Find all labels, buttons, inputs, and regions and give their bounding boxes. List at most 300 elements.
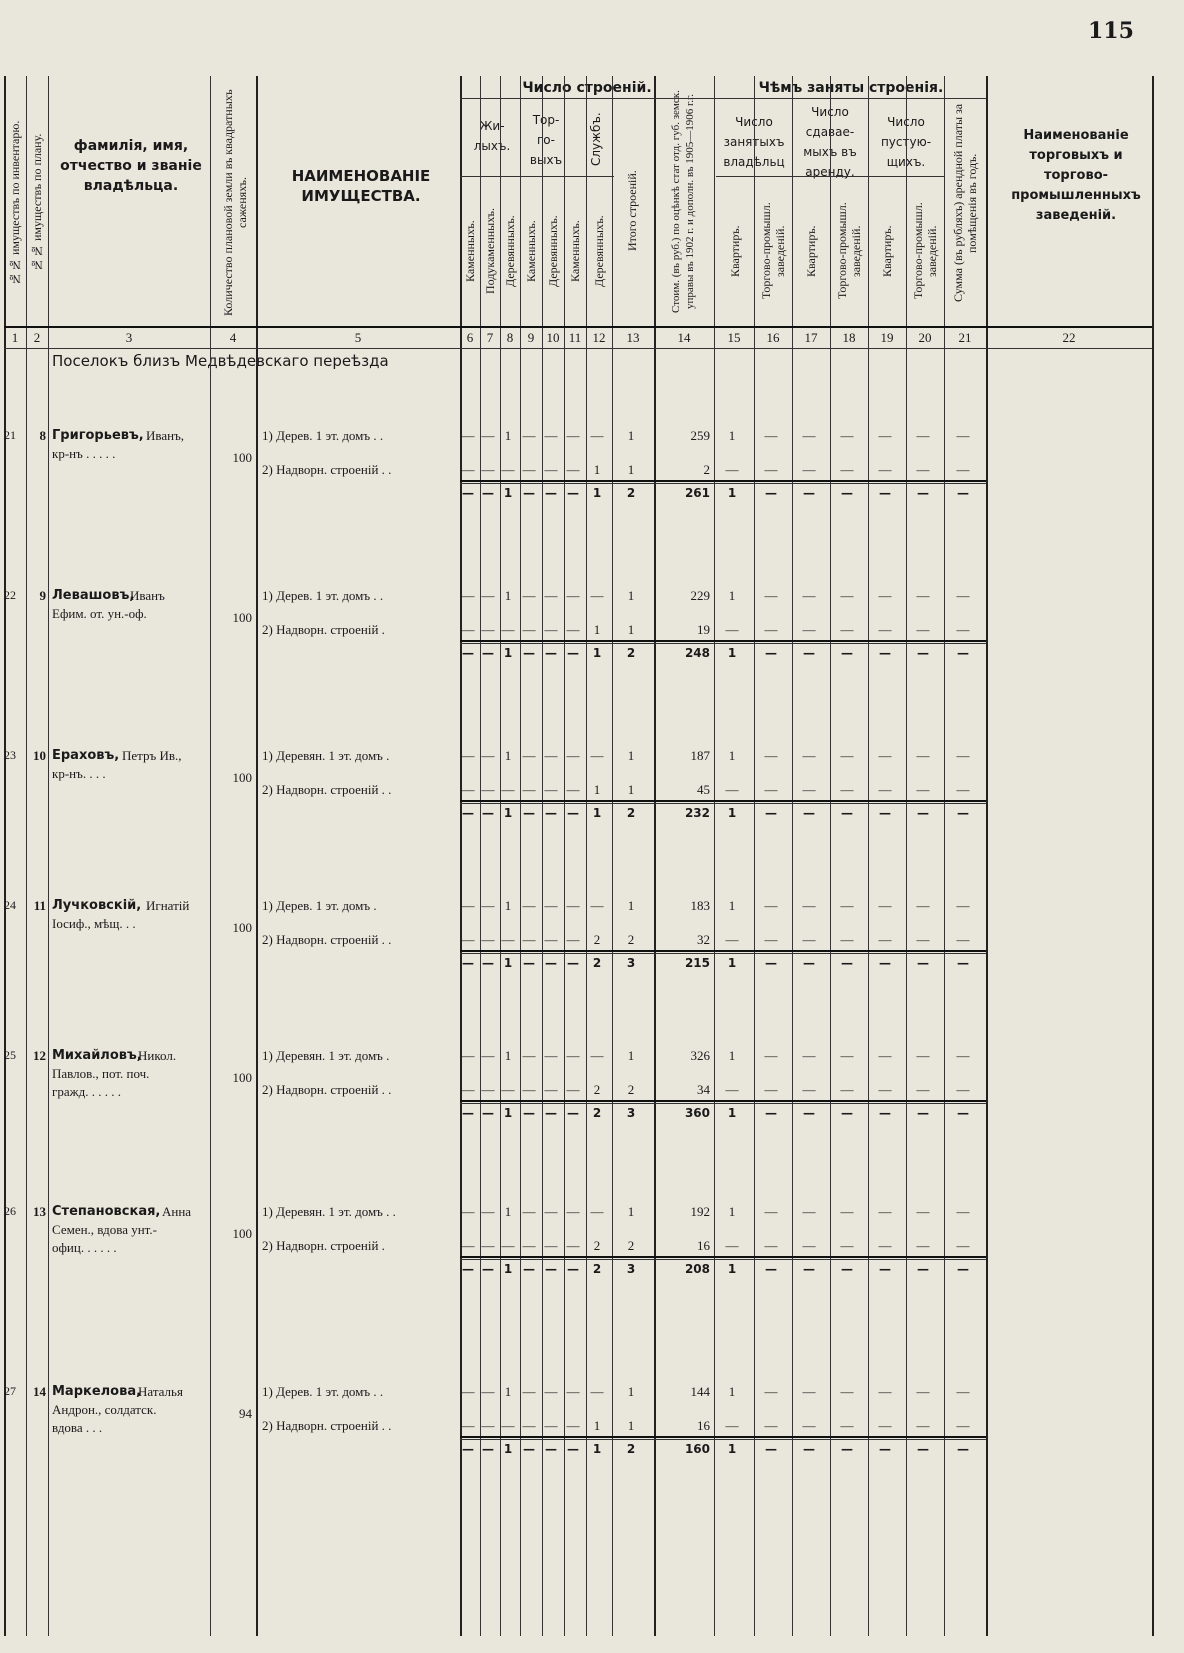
- value-cell: —: [522, 898, 536, 913]
- value-cell: —: [764, 462, 778, 477]
- total-cell: —: [957, 646, 969, 660]
- total-rule: [460, 800, 986, 802]
- inventory-number: 27: [4, 1384, 16, 1398]
- column-rule: [500, 76, 501, 1636]
- land-area: 100: [232, 1070, 252, 1085]
- column-number: 11: [568, 330, 582, 345]
- value-cell: —: [501, 1238, 515, 1253]
- header-occ-rent: Число сдавае- мыхъ въ аренду.: [803, 105, 857, 179]
- property-line-1: 1) Деревян. 1 эт. домъ .: [262, 748, 390, 763]
- header-rule: [460, 98, 986, 99]
- value-cell: —: [764, 748, 778, 763]
- value-cell: —: [956, 748, 970, 763]
- value-cell: —: [461, 588, 475, 603]
- value-cell: —: [956, 462, 970, 477]
- column-rule: [460, 76, 462, 1636]
- inventory-number: 25: [4, 1048, 16, 1062]
- value-cell: —: [802, 428, 816, 443]
- value-cell: —: [764, 428, 778, 443]
- total-cell: —: [765, 1262, 777, 1276]
- total-cell: —: [765, 1106, 777, 1120]
- value-cell: 1: [728, 1048, 736, 1063]
- total-cell: —: [482, 1262, 494, 1276]
- total-cell: —: [567, 806, 579, 820]
- value-cell: —: [725, 1238, 739, 1253]
- column-number: 5: [354, 330, 362, 345]
- value-cell: 45: [697, 782, 710, 797]
- value-cell: 187: [690, 748, 710, 763]
- value-cell: —: [481, 1204, 495, 1219]
- value-cell: —: [916, 622, 930, 637]
- total-cell: —: [803, 1106, 815, 1120]
- property-line-2: 2) Надворн. строеній .: [262, 1238, 385, 1253]
- value-cell: —: [544, 1384, 558, 1399]
- value-cell: 1: [627, 748, 635, 763]
- value-cell: 2: [627, 1082, 635, 1097]
- owner-line-3: гражд. . . . . .: [52, 1084, 121, 1099]
- value-cell: 1: [627, 622, 635, 637]
- column-number: 7: [486, 330, 494, 345]
- value-cell: —: [566, 1048, 580, 1063]
- column-rule: [830, 76, 831, 1636]
- total-cell: —: [765, 1442, 777, 1456]
- inventory-number: 24: [4, 898, 16, 912]
- value-cell: —: [840, 782, 854, 797]
- property-line-1: 1) Дерев. 1 эт. домъ . .: [262, 1384, 384, 1399]
- value-cell: 1: [504, 748, 512, 763]
- header-col-17: Квартиръ.: [804, 225, 818, 277]
- total-rule: [460, 803, 986, 804]
- column-number: 16: [766, 330, 780, 345]
- value-cell: —: [878, 748, 892, 763]
- column-rule: [210, 76, 211, 1636]
- owner-line-2: Андрон., солдатск.: [52, 1402, 157, 1417]
- column-number: 10: [546, 330, 560, 345]
- value-cell: —: [566, 1082, 580, 1097]
- value-cell: —: [878, 462, 892, 477]
- column-number: 6: [466, 330, 474, 345]
- total-cell: —: [482, 486, 494, 500]
- value-cell: 144: [690, 1384, 710, 1399]
- value-cell: 183: [690, 898, 710, 913]
- header-col-13: Итого строеній.: [625, 170, 639, 252]
- owner-surname: Михайловъ,: [52, 1048, 142, 1063]
- column-rule: [986, 76, 988, 1636]
- header-subrule: [520, 98, 521, 176]
- header-col-2: №№ имуществъ по плану.: [30, 133, 44, 273]
- value-cell: —: [956, 782, 970, 797]
- header-group-occupied: Чѣмъ заняты строенія.: [758, 80, 944, 96]
- total-cell: 261: [684, 486, 710, 500]
- header-zhilykh: Жи- лыхъ.: [473, 119, 511, 153]
- value-cell: —: [544, 462, 558, 477]
- value-cell: —: [764, 1238, 778, 1253]
- header-col-12: Деревянныхъ.: [592, 215, 606, 287]
- value-cell: —: [501, 932, 515, 947]
- total-cell: —: [957, 486, 969, 500]
- column-rule: [26, 76, 27, 1636]
- value-cell: —: [544, 1048, 558, 1063]
- total-rule: [460, 483, 986, 484]
- value-cell: —: [501, 462, 515, 477]
- value-cell: —: [481, 1238, 495, 1253]
- value-cell: 32: [697, 932, 710, 947]
- header-col-14: Стоим. (въ руб.) по оцѣнкѣ стат отд. губ. земск. управы въ 1902 г. и дополн. въ 1905—1906 г.г.: [670, 90, 696, 314]
- value-cell: 1: [627, 1384, 635, 1399]
- owner-name: Наталья: [138, 1384, 183, 1399]
- total-cell: —: [765, 956, 777, 970]
- value-cell: —: [764, 898, 778, 913]
- column-rule: [256, 76, 258, 1636]
- header-col-1: №№ имуществъ по инвентарю.: [8, 120, 22, 286]
- value-cell: —: [840, 1048, 854, 1063]
- total-cell: 3: [626, 956, 636, 970]
- total-cell: —: [462, 956, 474, 970]
- value-cell: —: [956, 428, 970, 443]
- total-cell: —: [803, 1442, 815, 1456]
- value-cell: —: [878, 1082, 892, 1097]
- column-rule: [868, 76, 869, 1636]
- total-cell: —: [841, 1442, 853, 1456]
- value-cell: —: [461, 1418, 475, 1433]
- value-cell: —: [878, 1238, 892, 1253]
- value-cell: —: [878, 1204, 892, 1219]
- value-cell: 1: [627, 588, 635, 603]
- header-occ-own: Число занятыхъ владѣльц: [723, 115, 785, 169]
- total-cell: 2: [626, 646, 636, 660]
- value-cell: —: [481, 462, 495, 477]
- total-cell: 1: [503, 1262, 513, 1276]
- value-cell: 2: [593, 1238, 601, 1253]
- header-col-5: НАИМЕНОВАНІЕ ИМУЩЕСТВА.: [291, 167, 431, 205]
- value-cell: —: [522, 462, 536, 477]
- header-occ-empty: Число пустую- щихъ.: [880, 115, 932, 169]
- total-cell: —: [545, 646, 557, 660]
- value-cell: —: [481, 932, 495, 947]
- total-cell: —: [765, 486, 777, 500]
- owner-line-3: вдова . . .: [52, 1420, 103, 1435]
- value-cell: —: [481, 1082, 495, 1097]
- value-cell: —: [764, 1384, 778, 1399]
- value-cell: —: [840, 1384, 854, 1399]
- total-cell: —: [523, 1442, 535, 1456]
- total-rule: [460, 1259, 986, 1260]
- property-line-2: 2) Надворн. строеній . .: [262, 1082, 392, 1097]
- header-bottom-rule: [4, 326, 1152, 328]
- column-rule: [906, 76, 907, 1636]
- total-cell: —: [917, 1262, 929, 1276]
- column-number: 2: [33, 330, 41, 345]
- value-cell: —: [544, 748, 558, 763]
- value-cell: 1: [627, 1418, 635, 1433]
- header-col-19: Квартиръ.: [880, 225, 894, 277]
- value-cell: —: [878, 1048, 892, 1063]
- total-cell: 2: [626, 486, 636, 500]
- total-cell: 3: [626, 1262, 636, 1276]
- value-cell: —: [764, 1082, 778, 1097]
- owner-surname: Григорьевъ,: [52, 428, 144, 443]
- value-cell: —: [916, 932, 930, 947]
- value-cell: —: [878, 588, 892, 603]
- total-cell: 2: [626, 1442, 636, 1456]
- plan-number: 9: [39, 588, 46, 603]
- value-cell: —: [566, 898, 580, 913]
- owner-name: Иванъ,: [146, 428, 185, 443]
- value-cell: —: [566, 782, 580, 797]
- total-cell: —: [545, 1442, 557, 1456]
- value-cell: 1: [728, 748, 736, 763]
- header-group-count: Число строеній.: [522, 80, 652, 96]
- total-rule: [460, 480, 986, 482]
- column-number: 1: [11, 330, 19, 345]
- total-cell: 1: [592, 806, 602, 820]
- value-cell: —: [481, 898, 495, 913]
- property-line-1: 1) Дерев. 1 эт. домъ . .: [262, 588, 384, 603]
- total-cell: 1: [592, 1442, 602, 1456]
- total-cell: —: [523, 486, 535, 500]
- plan-number: 8: [39, 428, 46, 443]
- value-cell: —: [802, 1238, 816, 1253]
- value-cell: 2: [627, 1238, 635, 1253]
- value-cell: —: [725, 1418, 739, 1433]
- value-cell: —: [522, 1082, 536, 1097]
- value-cell: —: [590, 588, 604, 603]
- value-cell: —: [840, 622, 854, 637]
- total-cell: —: [841, 486, 853, 500]
- total-cell: —: [917, 956, 929, 970]
- header-col-9: Каменныхъ.: [524, 220, 538, 282]
- value-cell: —: [544, 1082, 558, 1097]
- value-cell: 16: [697, 1238, 710, 1253]
- value-cell: —: [725, 782, 739, 797]
- total-cell: —: [482, 646, 494, 660]
- total-cell: —: [841, 1262, 853, 1276]
- value-cell: —: [802, 898, 816, 913]
- value-cell: —: [544, 898, 558, 913]
- value-cell: —: [461, 1384, 475, 1399]
- total-cell: —: [917, 646, 929, 660]
- value-cell: —: [566, 1384, 580, 1399]
- total-rule: [460, 1100, 986, 1102]
- value-cell: 1: [627, 1204, 635, 1219]
- total-cell: —: [841, 956, 853, 970]
- total-cell: 1: [727, 806, 737, 820]
- total-cell: —: [917, 486, 929, 500]
- value-cell: —: [566, 1204, 580, 1219]
- value-cell: —: [878, 898, 892, 913]
- value-cell: —: [566, 428, 580, 443]
- value-cell: 2: [593, 1082, 601, 1097]
- value-cell: —: [590, 1048, 604, 1063]
- value-cell: —: [544, 428, 558, 443]
- value-cell: —: [802, 782, 816, 797]
- value-cell: 1: [728, 898, 736, 913]
- total-cell: 2: [592, 1262, 602, 1276]
- value-cell: 259: [690, 428, 710, 443]
- value-cell: —: [764, 1204, 778, 1219]
- value-cell: 192: [690, 1204, 710, 1219]
- total-cell: 1: [727, 646, 737, 660]
- total-cell: —: [879, 646, 891, 660]
- column-rule: [792, 76, 793, 1636]
- value-cell: —: [916, 898, 930, 913]
- value-cell: —: [916, 1082, 930, 1097]
- column-number: 18: [842, 330, 856, 345]
- total-cell: —: [803, 956, 815, 970]
- header-torgovykh: Тор- го- выхъ: [529, 113, 563, 167]
- header-subrule: [868, 98, 869, 176]
- value-cell: —: [481, 748, 495, 763]
- value-cell: —: [461, 782, 475, 797]
- value-cell: —: [916, 1238, 930, 1253]
- column-rule: [48, 76, 49, 1636]
- header-col-15: Квартиръ.: [728, 225, 742, 277]
- register-table: [4, 76, 1152, 1636]
- property-line-2: 2) Надворн. строеній . .: [262, 462, 392, 477]
- column-rule: [480, 76, 481, 1636]
- total-cell: —: [523, 1106, 535, 1120]
- total-cell: —: [545, 1262, 557, 1276]
- total-cell: —: [567, 1262, 579, 1276]
- total-cell: 1: [503, 806, 513, 820]
- total-cell: —: [841, 806, 853, 820]
- total-cell: 1: [503, 1106, 513, 1120]
- value-cell: 2: [593, 932, 601, 947]
- value-cell: —: [840, 1082, 854, 1097]
- total-cell: 2: [592, 956, 602, 970]
- value-cell: —: [725, 932, 739, 947]
- plan-number: 11: [33, 898, 46, 913]
- total-cell: 2: [626, 806, 636, 820]
- total-rule: [460, 1103, 986, 1104]
- value-cell: —: [840, 1238, 854, 1253]
- value-cell: 1: [728, 428, 736, 443]
- value-cell: —: [840, 932, 854, 947]
- value-cell: —: [522, 782, 536, 797]
- total-cell: —: [841, 1106, 853, 1120]
- value-cell: —: [481, 1418, 495, 1433]
- value-cell: 1: [593, 782, 601, 797]
- value-cell: —: [802, 1048, 816, 1063]
- value-cell: —: [461, 748, 475, 763]
- total-cell: 1: [727, 486, 737, 500]
- column-number: 21: [958, 330, 972, 345]
- value-cell: —: [802, 1082, 816, 1097]
- value-cell: —: [590, 428, 604, 443]
- total-cell: —: [879, 1442, 891, 1456]
- value-cell: —: [522, 428, 536, 443]
- value-cell: —: [522, 1048, 536, 1063]
- total-cell: —: [957, 956, 969, 970]
- total-cell: —: [545, 806, 557, 820]
- value-cell: —: [956, 1384, 970, 1399]
- owner-line-2: кр-нъ . . . . .: [52, 446, 116, 461]
- total-cell: —: [482, 806, 494, 820]
- total-cell: —: [462, 806, 474, 820]
- total-cell: 1: [503, 486, 513, 500]
- column-number: 22: [1062, 330, 1076, 345]
- header-subrule: [564, 98, 565, 176]
- total-cell: 1: [503, 1442, 513, 1456]
- total-rule: [460, 640, 986, 642]
- value-cell: —: [802, 622, 816, 637]
- header-col-20: Торгово-промышл. заведеній.: [911, 202, 939, 300]
- value-cell: —: [501, 1418, 515, 1433]
- column-rule: [586, 76, 587, 1636]
- owner-surname: Степановская,: [52, 1204, 161, 1219]
- page-number: 115: [1088, 18, 1134, 44]
- owner-line-2: Ефим. от. ун.-оф.: [52, 606, 147, 621]
- value-cell: —: [544, 1204, 558, 1219]
- value-cell: 1: [627, 1048, 635, 1063]
- total-cell: —: [545, 486, 557, 500]
- header-col-11: Каменныхъ.: [568, 220, 582, 282]
- value-cell: —: [481, 782, 495, 797]
- column-rule: [1152, 76, 1154, 1636]
- value-cell: —: [764, 622, 778, 637]
- plan-number: 10: [33, 748, 46, 763]
- value-cell: —: [522, 1384, 536, 1399]
- value-cell: 1: [504, 1384, 512, 1399]
- value-cell: —: [802, 748, 816, 763]
- owner-name: Никол.: [138, 1048, 177, 1063]
- value-cell: —: [956, 1238, 970, 1253]
- total-cell: —: [917, 1442, 929, 1456]
- owner-line-3: офиц. . . . . .: [52, 1240, 117, 1255]
- value-cell: —: [916, 1384, 930, 1399]
- property-line-1: 1) Деревян. 1 эт. домъ .: [262, 1048, 390, 1063]
- total-cell: —: [917, 806, 929, 820]
- value-cell: —: [802, 588, 816, 603]
- value-cell: —: [481, 428, 495, 443]
- value-cell: —: [878, 428, 892, 443]
- value-cell: —: [916, 428, 930, 443]
- total-cell: —: [462, 1106, 474, 1120]
- value-cell: —: [956, 622, 970, 637]
- property-line-2: 2) Надворн. строеній . .: [262, 782, 392, 797]
- column-rule: [520, 76, 521, 1636]
- value-cell: —: [956, 1418, 970, 1433]
- value-cell: 1: [728, 588, 736, 603]
- value-cell: —: [544, 1418, 558, 1433]
- header-col-3: фамилія, имя, отчество и званіе владѣльца.: [60, 138, 202, 194]
- header-col-22: Наименованіе торговыхъ и торгово-промышленныхъ заведеній.: [1011, 128, 1141, 223]
- total-cell: 360: [684, 1106, 710, 1120]
- column-number: 20: [918, 330, 932, 345]
- value-cell: —: [522, 622, 536, 637]
- value-cell: —: [501, 1082, 515, 1097]
- owner-surname: Маркелова,: [52, 1384, 142, 1399]
- value-cell: 1: [593, 462, 601, 477]
- value-cell: —: [590, 1384, 604, 1399]
- value-cell: —: [566, 622, 580, 637]
- header-col-8: Деревянныхъ.: [503, 215, 517, 287]
- total-cell: —: [482, 956, 494, 970]
- total-cell: 215: [684, 956, 710, 970]
- header-rule: [460, 176, 614, 177]
- total-cell: —: [803, 646, 815, 660]
- property-line-2: 2) Надворн. строеній . .: [262, 932, 392, 947]
- total-rule: [460, 953, 986, 954]
- owner-name: Иванъ: [130, 588, 165, 603]
- total-cell: —: [803, 1262, 815, 1276]
- value-cell: —: [590, 1204, 604, 1219]
- value-cell: —: [566, 1238, 580, 1253]
- value-cell: —: [501, 622, 515, 637]
- total-cell: 232: [684, 806, 710, 820]
- total-cell: —: [567, 486, 579, 500]
- column-rule: [654, 76, 656, 1636]
